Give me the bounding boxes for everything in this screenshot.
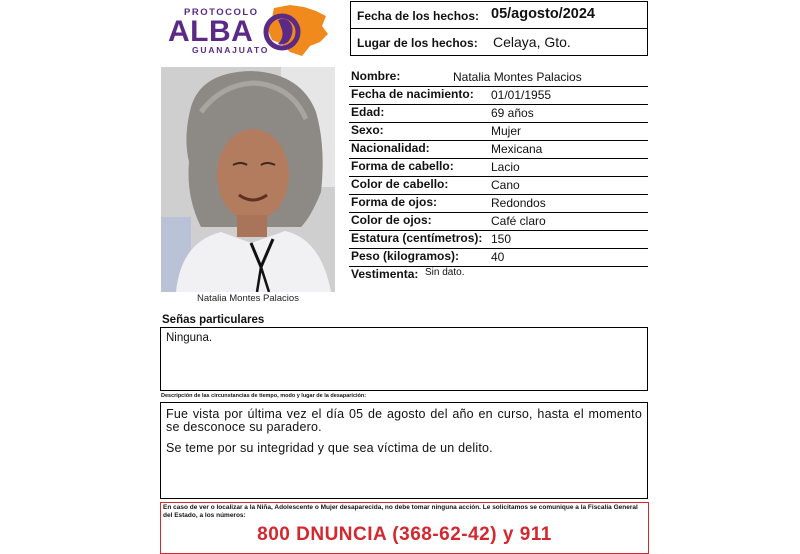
field-label: Sexo:: [351, 123, 384, 137]
protocolo-alba-logo: [166, 4, 334, 58]
field-nacionalidad: [349, 140, 648, 159]
field-value: Mexicana: [491, 142, 543, 156]
date-box: [350, 1, 648, 29]
field-value: Cano: [491, 178, 520, 192]
field-estatura: [349, 230, 648, 249]
description-box: [160, 402, 648, 499]
description-paragraph-2: Se teme por su integridad y que sea víctima de un delito.: [166, 441, 493, 455]
field-label: Peso (kilogramos):: [351, 249, 460, 263]
field-label: Forma de cabello:: [351, 159, 454, 173]
field-label: Forma de ojos:: [351, 195, 438, 209]
logo-sub-text: GUANAJUATO: [192, 45, 270, 55]
field-color-ojos: [349, 212, 648, 231]
contact-note: En caso de ver o localizar a la Niña, Adolescente o Mujer desaparecida, no debe tomar ninguna acción. Le solicitamos se comunique a la Fiscalía General del Estado, a los números:: [163, 504, 638, 519]
field-label: Nombre:: [351, 69, 401, 83]
field-value: Sin dato.: [425, 267, 465, 278]
logo-top-text: PROTOCOLO: [184, 7, 259, 18]
field-forma-ojos: [349, 194, 648, 213]
field-vestimenta: [349, 266, 648, 284]
place-box: [350, 28, 648, 56]
field-label: Color de ojos:: [351, 213, 432, 227]
logo-main-text: ALBA: [168, 15, 254, 48]
date-label: Fecha de los hechos:: [357, 9, 480, 23]
field-value: 01/01/1955: [491, 88, 552, 102]
place-label: Lugar de los hechos:: [357, 36, 478, 50]
field-value: Mujer: [491, 124, 522, 138]
field-value: 150: [491, 232, 512, 246]
senas-title: Señas particulares: [162, 314, 265, 326]
photo-caption: Natalia Montes Palacios: [197, 293, 299, 304]
field-label: Estatura (centímetros):: [351, 231, 483, 245]
senas-value: Ninguna.: [166, 332, 213, 344]
field-label: Color de cabello:: [351, 177, 449, 191]
date-value: 05/agosto/2024: [491, 6, 595, 22]
field-label: Edad:: [351, 105, 385, 119]
place-value: Celaya, Gto.: [493, 34, 571, 50]
field-value: Café claro: [491, 214, 546, 228]
field-peso: [349, 248, 648, 267]
missing-person-photo: [161, 67, 335, 292]
field-edad: [349, 104, 648, 123]
description-paragraph-1: Fue vista por última vez el día 05 de agosto del año en curso, hasta el momento se desconoce su paradero.: [166, 407, 642, 434]
field-value: 40: [491, 250, 505, 264]
field-fecha-nacimiento: [349, 86, 648, 105]
field-forma-cabello: [349, 158, 648, 177]
field-value: Lacio: [491, 160, 520, 174]
field-label: Fecha de nacimiento:: [351, 87, 474, 101]
field-color-cabello: [349, 176, 648, 195]
field-label: Nacionalidad:: [351, 141, 430, 155]
field-value: 69 años: [491, 106, 534, 120]
contact-box: [160, 502, 649, 554]
field-sexo: [349, 122, 648, 141]
senas-box: [160, 327, 648, 391]
field-value: Natalia Montes Palacios: [453, 70, 582, 84]
field-value: Redondos: [491, 196, 546, 210]
field-label: Vestimenta:: [351, 267, 419, 281]
logo-emblem-icon: [252, 4, 332, 60]
contact-phone: 800 DNUNCIA (368-62-42) y 911: [257, 524, 552, 545]
description-label: Descripción de las circunstancias de tiempo, modo y lugar de la desaparición:: [161, 393, 367, 399]
field-nombre: [349, 68, 648, 87]
